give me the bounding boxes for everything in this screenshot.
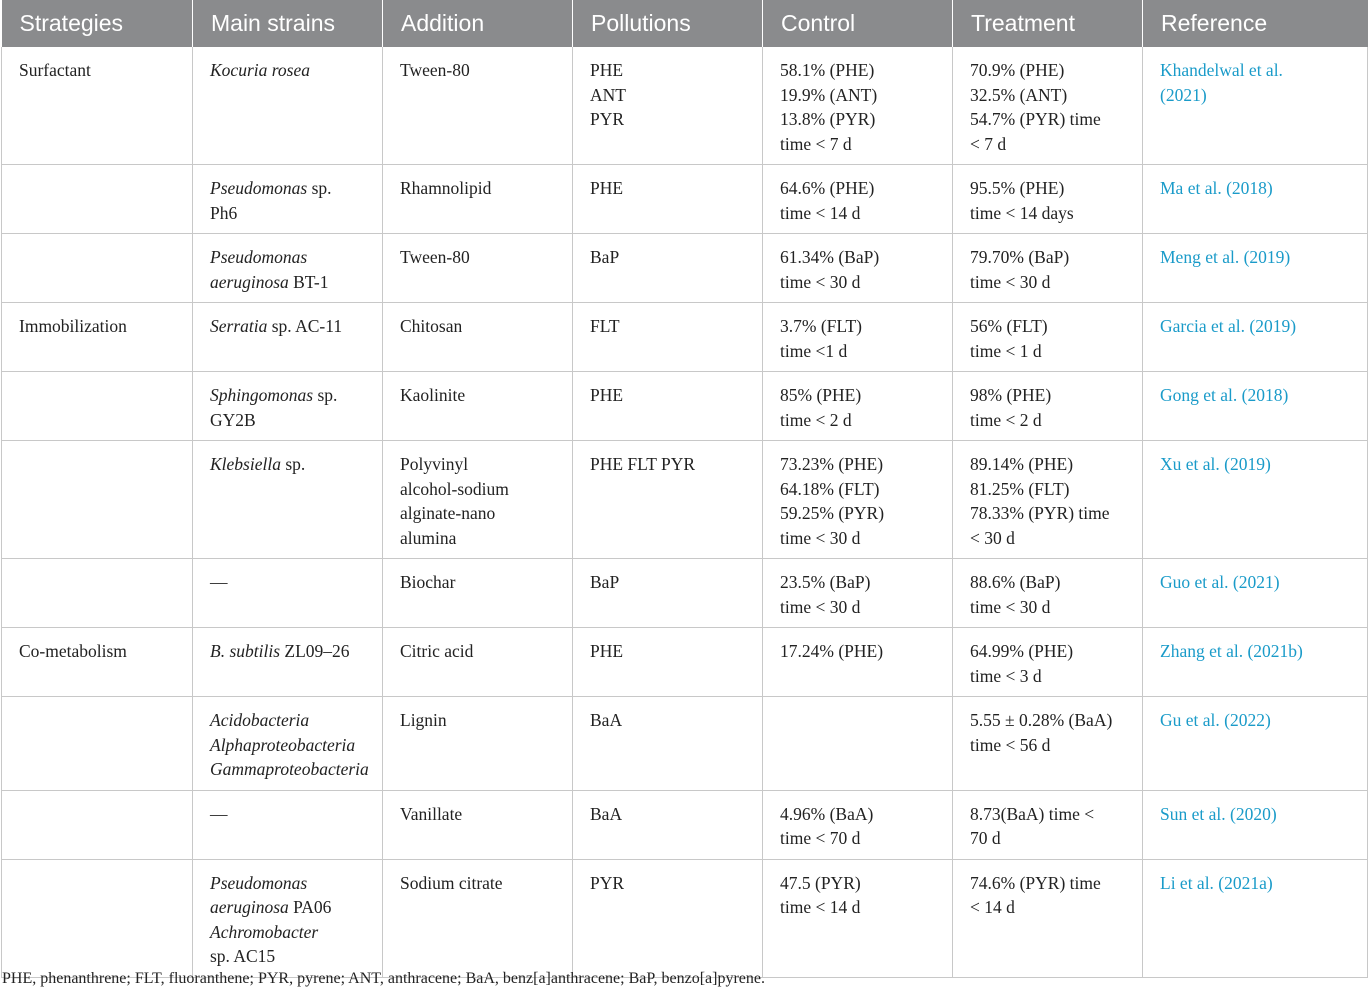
pollution-cell-line: BaA bbox=[590, 803, 623, 824]
treatment-cell-line: time < 1 d bbox=[970, 340, 1042, 361]
header-pollutions: Pollutions bbox=[573, 0, 763, 47]
control-cell-line: time <1 d bbox=[780, 340, 848, 361]
strain-name: Sphingomonas bbox=[210, 385, 314, 405]
treatment-cell-line: 70.9% (PHE) bbox=[970, 60, 1065, 80]
reference-cell bbox=[1143, 303, 1368, 372]
control-cell-line: 23.5% (BaP) bbox=[780, 572, 871, 592]
control-cell-line: 13.8% (PYR) bbox=[780, 109, 876, 129]
strain-name: Klebsiella bbox=[210, 454, 281, 474]
treatment-cell-line: 56% (FLT) bbox=[970, 316, 1048, 336]
strategy-cell bbox=[2, 165, 193, 234]
treatment-cell-line: 70 d bbox=[970, 828, 1001, 848]
addition-cell bbox=[383, 628, 573, 697]
reference-cell-line[interactable]: Gu et al. (2022) bbox=[1160, 710, 1271, 730]
reference-cell-line[interactable]: Ma et al. (2018) bbox=[1160, 178, 1273, 198]
reference-cell bbox=[1143, 47, 1368, 165]
pollution-cell-line: PYR bbox=[590, 109, 625, 129]
pollution-cell-line: PHE bbox=[590, 641, 624, 661]
treatment-cell bbox=[953, 303, 1143, 372]
treatment-cell-line: time < 30 d bbox=[970, 596, 1051, 617]
pollution-cell bbox=[573, 234, 763, 303]
strain-suffix: BT-1 bbox=[288, 271, 329, 292]
pollution-cell bbox=[573, 165, 763, 234]
table-row bbox=[2, 790, 1368, 859]
addition-cell-line: alginate-nano bbox=[400, 503, 496, 523]
header-strategies: Strategies bbox=[2, 0, 193, 47]
treatment-cell-line: 64.99% (PHE) bbox=[970, 641, 1074, 661]
strain-line bbox=[210, 708, 376, 733]
treatment-cell-line: time < 56 d bbox=[970, 734, 1051, 755]
reference-cell bbox=[1143, 441, 1368, 559]
control-cell-line: 17.24% (PHE) bbox=[780, 641, 884, 661]
treatment-cell-line: 5.55 ± 0.28% (BaA) bbox=[970, 710, 1113, 730]
addition-cell bbox=[383, 303, 573, 372]
table-row bbox=[2, 559, 1368, 628]
addition-cell-line: Sodium citrate bbox=[400, 872, 503, 893]
table-row bbox=[2, 303, 1368, 372]
table-row bbox=[2, 234, 1368, 303]
treatment-cell-line: 98% (PHE) bbox=[970, 385, 1052, 405]
main-strain-cell bbox=[193, 628, 383, 697]
addition-cell-line: Lignin bbox=[400, 710, 447, 730]
pollution-cell-line: FLT bbox=[590, 316, 620, 336]
strain-suffix: sp. AC-11 bbox=[267, 316, 343, 336]
treatment-cell-line: time < 3 d bbox=[970, 665, 1042, 686]
reference-cell bbox=[1143, 234, 1368, 303]
addition-cell-line: Rhamnolipid bbox=[400, 178, 492, 198]
reference-cell-line[interactable]: Khandelwal et al. bbox=[1160, 60, 1283, 80]
treatment-cell bbox=[953, 559, 1143, 628]
reference-cell-line[interactable]: Meng et al. (2019) bbox=[1160, 247, 1291, 267]
strain-name: sp. AC15 bbox=[210, 946, 276, 966]
pollution-cell-line: PHE bbox=[590, 178, 624, 198]
table-row bbox=[2, 372, 1368, 441]
main-strain-cell bbox=[193, 165, 383, 234]
addition-cell-line: Vanillate bbox=[400, 803, 463, 824]
treatment-cell-line: 78.33% (PYR) time bbox=[970, 503, 1110, 523]
treatment-cell bbox=[953, 165, 1143, 234]
addition-cell-line: Chitosan bbox=[400, 316, 463, 336]
strain-line bbox=[210, 314, 376, 339]
addition-cell-line: Tween-80 bbox=[400, 60, 470, 80]
strain-line bbox=[210, 944, 376, 969]
header-addition: Addition bbox=[383, 0, 573, 47]
addition-cell-line: Polyvinyl bbox=[400, 454, 469, 474]
reference-cell bbox=[1143, 628, 1368, 697]
reference-cell-line[interactable]: Guo et al. (2021) bbox=[1160, 572, 1280, 592]
header-treatment: Treatment bbox=[953, 0, 1143, 47]
pollution-cell bbox=[573, 859, 763, 977]
strain-line bbox=[210, 920, 376, 945]
table-footnote: PHE, phenanthrene; FLT, fluoranthene; PYR, pyrene; ANT, anthracene; BaA, benz[a]anthracene; BaP, benzo[a]pyrene. bbox=[2, 970, 765, 987]
strain-line bbox=[210, 383, 376, 408]
reference-cell-line[interactable]: Garcia et al. (2019) bbox=[1160, 316, 1297, 336]
addition-cell bbox=[383, 790, 573, 859]
strain-suffix: sp. bbox=[280, 454, 306, 474]
control-cell-line: time < 30 d bbox=[780, 271, 861, 292]
strain-name: aeruginosa bbox=[210, 897, 289, 917]
strain-suffix: ZL09–26 bbox=[280, 641, 350, 661]
strain-name: — bbox=[210, 572, 228, 592]
strain-line bbox=[210, 408, 376, 433]
table-row bbox=[2, 628, 1368, 697]
control-cell-line: time < 30 d bbox=[780, 527, 861, 548]
control-cell-line: 64.18% (FLT) bbox=[780, 478, 880, 499]
table-row bbox=[2, 859, 1368, 977]
pollution-cell-line: PHE FLT PYR bbox=[590, 454, 696, 474]
strain-name: Kocuria rosea bbox=[210, 60, 310, 80]
reference-cell-line[interactable]: Zhang et al. (2021b) bbox=[1160, 641, 1303, 661]
control-cell-line: time < 2 d bbox=[780, 409, 852, 430]
control-cell bbox=[763, 790, 953, 859]
strategy-label: Surfactant bbox=[19, 60, 91, 80]
table-header bbox=[2, 0, 1368, 47]
strain-line bbox=[210, 871, 376, 896]
main-strain-cell bbox=[193, 303, 383, 372]
control-cell-line: time < 7 d bbox=[780, 133, 852, 154]
reference-cell-line[interactable]: (2021) bbox=[1160, 84, 1207, 105]
strain-name: — bbox=[210, 803, 228, 824]
treatment-cell bbox=[953, 628, 1143, 697]
control-cell-line: 61.34% (BaP) bbox=[780, 247, 880, 267]
table-row bbox=[2, 441, 1368, 559]
strain-line bbox=[210, 176, 376, 201]
treatment-cell-line: 95.5% (PHE) bbox=[970, 178, 1065, 198]
addition-cell bbox=[383, 47, 573, 165]
reference-cell bbox=[1143, 790, 1368, 859]
strategy-cell bbox=[2, 47, 193, 165]
addition-cell-line: Kaolinite bbox=[400, 385, 466, 405]
table-row bbox=[2, 165, 1368, 234]
strategy-label: Immobilization bbox=[19, 316, 127, 336]
control-cell-line: 85% (PHE) bbox=[780, 385, 862, 405]
header-main-strains: Main strains bbox=[193, 0, 383, 47]
pollution-cell-line: BaP bbox=[590, 247, 620, 267]
main-strain-cell bbox=[193, 441, 383, 559]
pollution-cell bbox=[573, 441, 763, 559]
reference-cell bbox=[1143, 559, 1368, 628]
strain-name: Serratia bbox=[210, 316, 268, 336]
main-strain-cell bbox=[193, 697, 383, 791]
strategy-cell bbox=[2, 697, 193, 791]
reference-cell-line[interactable]: Sun et al. (2020) bbox=[1160, 803, 1277, 824]
addition-cell-line: Citric acid bbox=[400, 641, 474, 661]
strain-name: Pseudomonas bbox=[210, 872, 308, 893]
treatment-cell-line: < 14 d bbox=[970, 897, 1015, 917]
treatment-cell bbox=[953, 234, 1143, 303]
main-strain-cell bbox=[193, 47, 383, 165]
strategy-cell bbox=[2, 234, 193, 303]
pollution-cell bbox=[573, 559, 763, 628]
strategy-cell bbox=[2, 303, 193, 372]
strain-suffix: sp. bbox=[307, 178, 332, 198]
control-cell-line: 64.6% (PHE) bbox=[780, 178, 875, 198]
header-reference: Reference bbox=[1143, 0, 1368, 47]
addition-cell-line: Biochar bbox=[400, 572, 456, 592]
pollution-cell bbox=[573, 628, 763, 697]
strain-line bbox=[210, 201, 376, 226]
main-strain-cell bbox=[193, 372, 383, 441]
treatment-cell bbox=[953, 372, 1143, 441]
strain-line bbox=[210, 757, 376, 782]
treatment-cell-line: 32.5% (ANT) bbox=[970, 84, 1068, 105]
control-cell bbox=[763, 628, 953, 697]
pollution-cell-line: ANT bbox=[590, 84, 626, 105]
control-cell-line: 4.96% (BaA) bbox=[780, 803, 874, 824]
treatment-cell-line: 54.7% (PYR) time bbox=[970, 109, 1101, 129]
treatment-cell bbox=[953, 697, 1143, 791]
strategy-cell bbox=[2, 628, 193, 697]
control-cell-line: 73.23% (PHE) bbox=[780, 454, 884, 474]
control-cell-line: 47.5 (PYR) bbox=[780, 872, 861, 893]
strain-name: Alphaproteobacteria bbox=[210, 734, 356, 755]
addition-cell bbox=[383, 372, 573, 441]
addition-cell bbox=[383, 859, 573, 977]
control-cell bbox=[763, 303, 953, 372]
pollution-cell bbox=[573, 697, 763, 791]
treatment-cell-line: time < 2 d bbox=[970, 409, 1042, 430]
strategy-cell bbox=[2, 859, 193, 977]
main-strain-cell bbox=[193, 559, 383, 628]
strategies-table bbox=[1, 0, 1368, 978]
treatment-cell-line: 74.6% (PYR) time bbox=[970, 872, 1101, 893]
addition-cell bbox=[383, 441, 573, 559]
strain-name: GY2B bbox=[210, 409, 256, 430]
control-cell-line: time < 30 d bbox=[780, 596, 861, 617]
table-row bbox=[2, 697, 1368, 791]
addition-cell-line: Tween-80 bbox=[400, 247, 470, 267]
control-cell-line: time < 14 d bbox=[780, 897, 861, 917]
strain-line bbox=[210, 895, 376, 920]
strain-line bbox=[210, 452, 376, 477]
strategy-cell bbox=[2, 559, 193, 628]
control-cell bbox=[763, 697, 953, 791]
pollution-cell bbox=[573, 372, 763, 441]
strategy-cell bbox=[2, 372, 193, 441]
table-row bbox=[2, 47, 1368, 165]
reference-cell bbox=[1143, 697, 1368, 791]
treatment-cell bbox=[953, 47, 1143, 165]
main-strain-cell bbox=[193, 790, 383, 859]
header-row bbox=[2, 0, 1368, 47]
reference-cell bbox=[1143, 165, 1368, 234]
reference-cell-line[interactable]: Gong et al. (2018) bbox=[1160, 385, 1289, 405]
reference-cell bbox=[1143, 372, 1368, 441]
pollution-cell-line: PHE bbox=[590, 385, 624, 405]
treatment-cell bbox=[953, 859, 1143, 977]
control-cell-line: time < 70 d bbox=[780, 828, 861, 848]
strain-line bbox=[210, 570, 376, 595]
control-cell bbox=[763, 559, 953, 628]
treatment-cell-line: 89.14% (PHE) bbox=[970, 454, 1074, 474]
control-cell-line: 58.1% (PHE) bbox=[780, 60, 875, 80]
strain-line bbox=[210, 639, 376, 664]
control-cell-line: 59.25% (PYR) bbox=[780, 503, 885, 523]
addition-cell bbox=[383, 165, 573, 234]
control-cell bbox=[763, 47, 953, 165]
reference-cell bbox=[1143, 859, 1368, 977]
strain-line bbox=[210, 270, 376, 295]
strain-name: aeruginosa bbox=[210, 271, 289, 292]
strategy-label: Co-metabolism bbox=[19, 641, 127, 661]
addition-cell bbox=[383, 697, 573, 791]
reference-cell-line[interactable]: Li et al. (2021a) bbox=[1160, 872, 1273, 893]
control-cell-line: time < 14 d bbox=[780, 202, 861, 223]
strain-name: Achromobacter bbox=[210, 921, 319, 942]
pollution-cell-line: PYR bbox=[590, 872, 625, 893]
treatment-cell-line: < 30 d bbox=[970, 527, 1015, 548]
control-cell bbox=[763, 234, 953, 303]
strain-line bbox=[210, 733, 376, 758]
control-cell bbox=[763, 441, 953, 559]
pollution-cell bbox=[573, 790, 763, 859]
strain-name: Pseudomonas bbox=[210, 178, 308, 198]
strain-name: B. subtilis bbox=[210, 641, 281, 661]
pollution-cell-line: PHE bbox=[590, 60, 624, 80]
strain-suffix: PA06 bbox=[288, 897, 332, 917]
strain-line bbox=[210, 245, 376, 270]
control-cell bbox=[763, 165, 953, 234]
treatment-cell-line: 79.70% (BaP) bbox=[970, 247, 1070, 267]
addition-cell-line: alumina bbox=[400, 527, 457, 548]
strain-line bbox=[210, 58, 376, 83]
treatment-cell-line: time < 14 days bbox=[970, 202, 1074, 223]
control-cell bbox=[763, 859, 953, 977]
strain-name: Pseudomonas bbox=[210, 247, 308, 267]
strategy-cell bbox=[2, 441, 193, 559]
control-cell-line: 19.9% (ANT) bbox=[780, 84, 878, 105]
main-strain-cell bbox=[193, 859, 383, 977]
main-strain-cell bbox=[193, 234, 383, 303]
reference-cell-line[interactable]: Xu et al. (2019) bbox=[1160, 454, 1271, 474]
table-body bbox=[2, 47, 1368, 977]
addition-cell bbox=[383, 559, 573, 628]
strain-name: Ph6 bbox=[210, 202, 238, 223]
pollution-cell bbox=[573, 303, 763, 372]
pollution-cell-line: BaP bbox=[590, 572, 620, 592]
treatment-cell-line: time < 30 d bbox=[970, 271, 1051, 292]
treatment-cell-line: 88.6% (BaP) bbox=[970, 572, 1061, 592]
pollution-cell-line: BaA bbox=[590, 710, 623, 730]
strategy-cell bbox=[2, 790, 193, 859]
addition-cell bbox=[383, 234, 573, 303]
addition-cell-line: alcohol-sodium bbox=[400, 478, 509, 499]
pollution-cell bbox=[573, 47, 763, 165]
strain-line bbox=[210, 802, 376, 827]
treatment-cell bbox=[953, 790, 1143, 859]
treatment-cell bbox=[953, 441, 1143, 559]
strain-name: Gammaproteobacteria bbox=[210, 759, 369, 779]
control-cell-line: 3.7% (FLT) bbox=[780, 316, 862, 336]
treatment-cell-line: 81.25% (FLT) bbox=[970, 478, 1070, 499]
control-cell bbox=[763, 372, 953, 441]
strain-name: Acidobacteria bbox=[210, 710, 310, 730]
treatment-cell-line: 8.73(BaA) time < bbox=[970, 803, 1095, 824]
treatment-cell-line: < 7 d bbox=[970, 133, 1007, 154]
strain-suffix: sp. bbox=[313, 385, 338, 405]
header-control: Control bbox=[763, 0, 953, 47]
